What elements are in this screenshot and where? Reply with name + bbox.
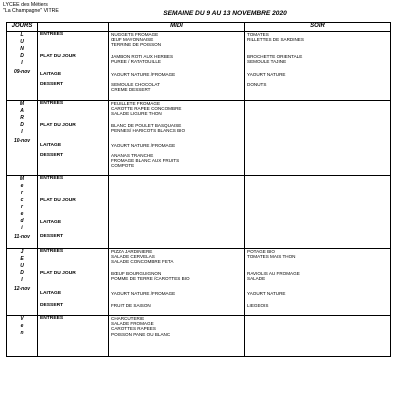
menu-item: RAVIOLIS AU FROMAGE — [247, 271, 300, 276]
midi-cell — [109, 176, 245, 199]
soir-cell — [245, 316, 391, 357]
midi-cell — [109, 220, 245, 234]
category-label: ENTREES — [38, 249, 109, 272]
menu-item: PIZZA JARDINIERE — [111, 249, 153, 254]
menu-item: BŒUF BOURGUIGNON — [111, 271, 162, 276]
weekly-menu-table — [6, 22, 391, 357]
soir-cell — [245, 54, 391, 72]
category-label: PLAT DU JOUR — [38, 198, 109, 220]
menu-row — [7, 54, 391, 72]
midi-cell — [109, 303, 245, 316]
day-cell — [7, 249, 38, 316]
menu-item: JAMBON ROTI AUX HERBES — [111, 54, 174, 59]
category-label: ENTREES — [38, 32, 109, 55]
day-cell — [7, 176, 38, 249]
menu-row — [7, 316, 391, 357]
menu-row — [7, 249, 391, 272]
menu-item: SEMOULE CHOCOLAT — [111, 82, 160, 87]
menu-item: TOMATES MAIS THON — [247, 254, 296, 260]
menu-item: FRUIT DE SAISON — [111, 303, 151, 308]
menu-row — [7, 32, 391, 55]
category-label: DESSERT — [38, 303, 109, 316]
header-category — [38, 23, 109, 32]
soir-cell — [245, 82, 391, 101]
soir-cell — [245, 291, 391, 303]
soir-cell — [245, 176, 391, 199]
day-date: 09-nov — [13, 69, 31, 75]
menu-item: BROCHETTE ORIENTALE — [247, 54, 303, 59]
menu-row — [7, 176, 391, 199]
midi-cell — [109, 123, 245, 143]
menu-row — [7, 153, 391, 176]
menu-item: TOMATES — [247, 32, 269, 37]
menu-title: SEMAINE DU 9 AU 13 NOVEMBRE 2020 — [163, 10, 287, 17]
soir-cell — [245, 143, 391, 153]
menu-item: COMPOTE — [111, 163, 135, 169]
midi-cell — [109, 316, 245, 357]
header-soir: SOIR — [245, 23, 391, 32]
day-date: 11-nov — [14, 234, 30, 240]
menu-row — [7, 72, 391, 82]
category-label: DESSERT — [38, 82, 109, 101]
soir-cell — [245, 101, 391, 124]
menu-row — [7, 101, 391, 124]
menu-item: NUGGETS FROMAGE — [111, 32, 159, 37]
menu-item: LIEGEOIS — [247, 303, 269, 308]
soir-cell — [245, 32, 391, 55]
soir-cell — [245, 303, 391, 316]
menu-row — [7, 220, 391, 234]
menu-item: CAROTTE RAPEE CONCOMBRE — [111, 106, 182, 112]
header-days: JOURS — [7, 23, 38, 32]
midi-cell — [109, 271, 245, 291]
category-label: ENTREES — [38, 101, 109, 124]
menu-item: PENNES/ HARICOTS BLANCS BIO — [111, 128, 186, 134]
menu-item: YAOURT NATURE /FROMAGE — [111, 72, 176, 77]
menu-item: POISSON PANE OU BLANC — [111, 331, 171, 337]
day-name: M e r c r e d i — [19, 176, 25, 231]
menu-item: PUREE / RATATOUILLE — [111, 59, 161, 65]
menu-row — [7, 303, 391, 316]
menu-row — [7, 291, 391, 303]
menu-item: BLANC DE POULET BASQUAISE — [111, 123, 182, 128]
category-label: DESSERT — [38, 153, 109, 176]
category-label: PLAT DU JOUR — [38, 271, 109, 291]
menu-row — [7, 143, 391, 153]
soir-cell — [245, 153, 391, 176]
menu-row — [7, 82, 391, 101]
day-date: 12-nov — [13, 286, 31, 292]
day-cell — [7, 32, 38, 101]
midi-cell — [109, 72, 245, 82]
day-name: M A R D I — [19, 101, 25, 135]
menu-row — [7, 198, 391, 220]
midi-cell — [109, 101, 245, 124]
category-label: PLAT DU JOUR — [38, 54, 109, 72]
soir-cell — [245, 234, 391, 249]
menu-item: YAOURT NATURE — [247, 72, 286, 77]
category-label: LAITAGE — [38, 220, 109, 234]
midi-cell — [109, 198, 245, 220]
category-label: PLAT DU JOUR — [38, 123, 109, 143]
midi-cell — [109, 234, 245, 249]
menu-item: YAOURT NATURE /FROMAGE — [111, 143, 176, 148]
soir-cell — [245, 249, 391, 272]
day-name: J E U D I — [20, 249, 24, 283]
category-label: ENTREES — [38, 176, 109, 199]
menu-item: SALADE CERVELAS — [111, 254, 155, 260]
midi-cell — [109, 82, 245, 101]
menu-item: SALADE LIGURE THON — [111, 111, 162, 117]
midi-cell — [109, 32, 245, 55]
menu-item: YAOURT NATURE — [247, 291, 286, 296]
midi-cell — [109, 153, 245, 176]
menu-item: ŒUF MAYONNAISE — [111, 37, 154, 43]
midi-cell — [109, 143, 245, 153]
menu-row — [7, 271, 391, 291]
menu-item: SEMOULE TAJINE — [247, 59, 287, 65]
day-name: V e n — [20, 316, 24, 336]
menu-item: SALADE CONCOMBRE FETA — [111, 259, 174, 265]
category-label: ENTREES — [38, 316, 109, 357]
menu-item: POMME DE TERRE /CAROTTES BIO — [111, 276, 190, 282]
school-subtitle: "La Champagne" VITRE — [3, 8, 59, 14]
midi-cell — [109, 291, 245, 303]
soir-cell — [245, 123, 391, 143]
menu-item: YAOURT NATURE /FROMAGE — [111, 291, 176, 296]
category-label: LAITAGE — [38, 72, 109, 82]
soir-cell — [245, 198, 391, 220]
menu-body — [7, 32, 391, 357]
menu-item: POTAGE BIO — [247, 249, 275, 254]
menu-item: CHARCUTERIE — [111, 316, 145, 321]
menu-row — [7, 123, 391, 143]
menu-item: DONUTS — [247, 82, 267, 87]
soir-cell — [245, 271, 391, 291]
header-row — [7, 23, 391, 32]
menu-item: FROMAGE BLANC AUX FRUITS — [111, 158, 180, 164]
category-label: DESSERT — [38, 234, 109, 249]
category-label: LAITAGE — [38, 143, 109, 153]
day-date: 10-nov — [13, 138, 31, 144]
soir-cell — [245, 72, 391, 82]
header-midi: MIDI — [109, 23, 245, 32]
menu-item: RILLETTES DE SARDINES — [247, 37, 304, 43]
midi-cell — [109, 54, 245, 72]
menu-item: ANANAS TRANCHE — [111, 153, 154, 158]
soir-cell — [245, 220, 391, 234]
menu-item: FEUILLETE FROMAGE — [111, 101, 161, 106]
midi-cell — [109, 249, 245, 272]
day-name: L U N D I — [20, 32, 24, 66]
category-label: LAITAGE — [38, 291, 109, 303]
menu-item: TERRINE DE POISSON — [111, 42, 162, 48]
menu-item: CAROTTES RAPEES — [111, 326, 156, 332]
day-cell — [7, 101, 38, 176]
menu-item: CREME DESSERT — [111, 87, 151, 93]
school-name: LYCEE des Métiers — [3, 2, 48, 8]
menu-item: SALADE FROMAGE — [111, 321, 154, 327]
day-cell — [7, 316, 38, 357]
menu-row — [7, 234, 391, 249]
menu-item: SALADE — [247, 276, 266, 282]
